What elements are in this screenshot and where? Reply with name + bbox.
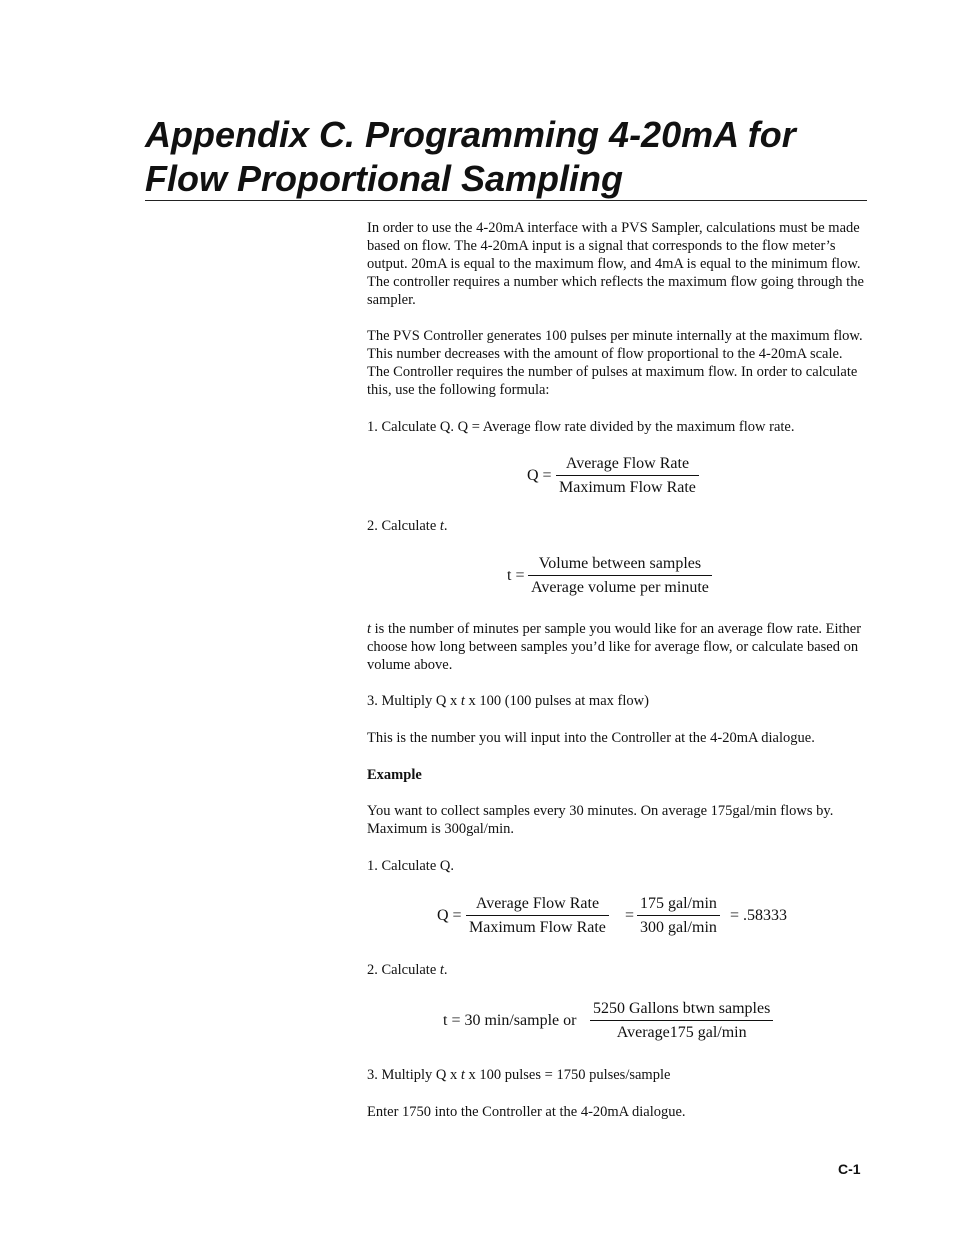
t-definition-variable: t <box>367 621 372 637</box>
example-step-3-variable: t <box>460 1067 465 1083</box>
t-example-fraction <box>590 1000 773 1042</box>
t-example-lhs: t = 30 min/sample or <box>443 1012 577 1029</box>
q-example-fraction-1 <box>466 895 609 937</box>
t-formula-denominator: Average volume per minute <box>531 579 709 596</box>
q-example-formula <box>437 895 797 941</box>
input-note: This is the number you will input into the Controller at the 4-20mA dialogue. <box>367 730 815 746</box>
step-2-text <box>367 517 867 535</box>
q-example-lhs: Q = <box>437 907 462 924</box>
pulses-paragraph: The PVS Controller generates 100 pulses per minute internally at the maximum flow. This number decreases with the amount of flow proportional to the 4-20mA scale. The Controller requires the number of pulses at maximum flow. In order to calculate this, use the following formula: <box>367 328 863 398</box>
q-example-numerator-1: Average Flow Rate <box>466 895 609 916</box>
q-example-denominator-2: 300 gal/min <box>640 919 717 936</box>
q-example-numerator-2: 175 gal/min <box>637 895 720 916</box>
t-formula-numerator: Volume between samples <box>528 555 712 576</box>
t-example-numerator: 5250 Gallons btwn samples <box>590 1000 773 1021</box>
t-definition-rest: is the number of minutes per sample you would like for an average flow rate. Either choose how long between samples you’d like for average flow, or calculate based on volume above. <box>367 621 862 673</box>
step-2-variable: t <box>439 518 444 534</box>
example-heading: Example <box>367 767 422 783</box>
title-line-2: Flow Proportional Sampling <box>145 158 624 199</box>
example-step-3-text <box>367 1066 867 1084</box>
t-definition-paragraph <box>367 620 867 674</box>
q-example-equals: = <box>625 907 635 924</box>
intro-paragraph: In order to use the 4-20mA interface with a PVS Sampler, calculations must be made based on flow. The 4-20mA input is a signal that corresponds to the flow meter’s output. 20mA is equal to the maximum flow, and 4mA is equal to the minimum flow. The controller requires a number which reflects the maximum flow going through the sampler. <box>367 220 864 308</box>
q-example-result: = .58333 <box>730 907 788 924</box>
t-example-denominator: Average175 gal/min <box>616 1024 747 1041</box>
step-3-text <box>367 692 867 710</box>
enter-note: Enter 1750 into the Controller at the 4-20mA dialogue. <box>367 1104 686 1120</box>
q-formula-denominator: Maximum Flow Rate <box>559 479 696 496</box>
page-title <box>145 113 865 201</box>
step-1-text: 1. Calculate Q. Q = Average flow rate divided by the maximum flow rate. <box>367 419 795 435</box>
example-step-1-text: 1. Calculate Q. <box>367 858 454 874</box>
q-formula-lhs: Q = <box>527 467 552 484</box>
step-3-variable: t <box>460 693 465 709</box>
title-underline <box>145 200 867 201</box>
t-formula-fraction <box>528 555 712 597</box>
q-example-denominator-1: Maximum Flow Rate <box>469 919 606 936</box>
example-paragraph: You want to collect samples every 30 minutes. On average 175gal/min flows by. Maximum is 300gal/min. <box>367 803 834 837</box>
q-formula-fraction <box>556 455 699 497</box>
example-step-2-text <box>367 961 867 979</box>
example-step-3-part-a: 3. Multiply Q x <box>367 1067 461 1083</box>
t-formula-lhs: t = <box>507 567 525 584</box>
page-number: C-1 <box>838 1161 861 1177</box>
step-3-part-a: 3. Multiply Q x <box>367 693 461 709</box>
example-step-3-part-b: x 100 pulses = 1750 pulses/sample <box>464 1067 671 1083</box>
example-step-2-variable: t <box>439 962 444 978</box>
t-example-formula <box>443 1000 793 1046</box>
step-2-prefix: 2. Calculate <box>367 518 440 534</box>
q-formula-numerator: Average Flow Rate <box>556 455 699 476</box>
step-2-suffix: . <box>443 518 448 534</box>
q-example-fraction-2 <box>637 895 720 937</box>
title-line-1: Appendix C. Programming 4-20mA for <box>145 114 796 155</box>
example-step-2-suffix: . <box>443 962 448 978</box>
example-step-2-prefix: 2. Calculate <box>367 962 440 978</box>
step-3-part-b: x 100 (100 pulses at max flow) <box>464 693 649 709</box>
t-formula <box>507 555 727 601</box>
q-formula <box>527 455 707 501</box>
